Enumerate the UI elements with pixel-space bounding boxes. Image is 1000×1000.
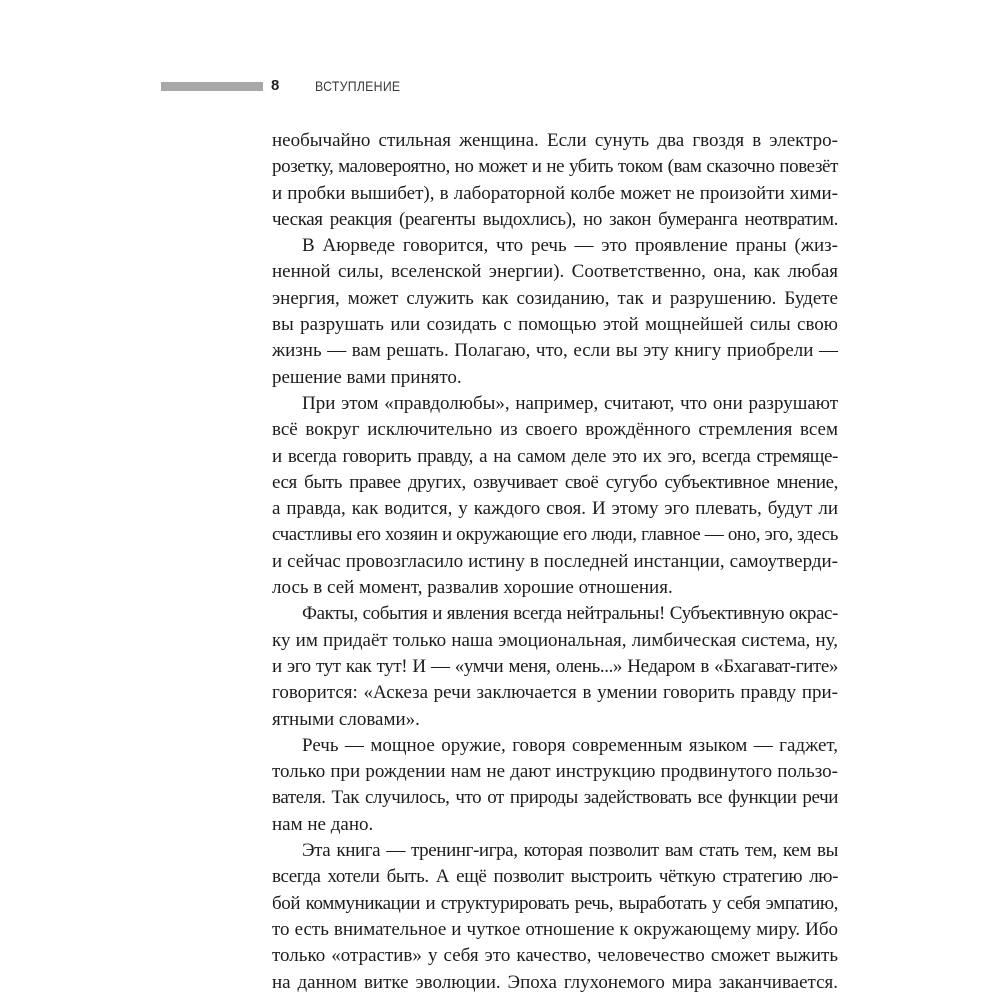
section-title: ВСТУПЛЕНИЕ bbox=[315, 78, 401, 94]
page-number: 8 bbox=[271, 77, 280, 94]
text-line: розетку, маловероятно, но может и не убить током (вам сказочно повезёт bbox=[272, 156, 838, 178]
text-line: и эго тут как тут! И — «умчи меня, олень...» Недаром в «Бхагават-гите» bbox=[272, 655, 838, 677]
text-line: жизнь — вам решать. Полагаю, что, если вы эту книгу приобрели — bbox=[272, 340, 838, 362]
text-line: необычайно стильная женщина. Если сунуть два гвоздя в электро- bbox=[272, 130, 838, 151]
text-line: ятными словами». bbox=[272, 708, 420, 730]
text-line: ческая реакция (реагенты выдохлись), но закон бумеранга неотвратим. bbox=[272, 208, 838, 230]
text-line: вы разрушать или созидать с помощью этой мощнейшей силы свою bbox=[272, 314, 838, 336]
text-line: и пробки вышибет), в лабораторной колбе может не произойти хими- bbox=[272, 182, 838, 204]
text-line: на данном витке эволюции. Эпоха глухонемого мира заканчивается. bbox=[272, 971, 838, 993]
paragraph bbox=[272, 233, 838, 391]
text-line: всё вокруг исключительно из своего врождённого стремления всем bbox=[272, 419, 838, 441]
paragraph bbox=[272, 128, 838, 233]
text-line: то есть внимательное и чуткое отношение к окружающему миру. Ибо bbox=[272, 918, 838, 940]
text-line: вателя. Так случилось, что от природы задействовать все функции речи bbox=[272, 787, 838, 809]
paragraph bbox=[272, 391, 838, 601]
text-line: говорится: «Аскеза речи заключается в умении говорить правду при- bbox=[272, 682, 838, 704]
paragraph bbox=[272, 733, 838, 838]
text-line: решение вами принято. bbox=[272, 366, 462, 388]
text-line: счастливы его хозяин и окружающие его люди, главное — оно, эго, здесь bbox=[272, 524, 838, 546]
text-line: а правда, как водится, у каждого своя. И этому эго плевать, будут ли bbox=[272, 498, 838, 520]
text-line: Факты, события и явления всегда нейтральны! Субъективную окрас- bbox=[302, 603, 838, 625]
text-line: только «отрастив» у себя это качество, человечество сможет выжить bbox=[272, 945, 838, 967]
text-line: Эта книга — тренинг-игра, которая позволит вам стать тем, кем вы bbox=[302, 840, 838, 862]
text-line: В Аюрведе говорится, что речь — это проявление праны (жиз- bbox=[302, 235, 838, 257]
header-decorative-bar bbox=[161, 82, 263, 91]
paragraph bbox=[272, 838, 838, 996]
text-line: всегда хотели быть. А ещё позволит выстроить чёткую стратегию лю- bbox=[272, 866, 838, 888]
text-line: и сейчас провозгласило истину в последней инстанции, самоутверди- bbox=[272, 550, 838, 572]
text-line: бой коммуникации и структурировать речь, выработать у себя эмпатию, bbox=[272, 892, 838, 914]
text-line: Речь — мощное оружие, говоря современным языком — гаджет, bbox=[302, 734, 838, 756]
text-line: только при рождении нам не дают инструкцию продвинутого пользо- bbox=[272, 761, 838, 783]
text-line: лось в сей момент, развалив хорошие отношения. bbox=[272, 577, 673, 599]
text-line: энергия, может служить как созиданию, так и разрушению. Будете bbox=[272, 287, 838, 309]
text-line: ку им придаёт только наша эмоциональная, лимбическая система, ну, bbox=[272, 629, 838, 651]
body-text bbox=[272, 128, 838, 996]
text-line: При этом «правдолюбы», например, считают, что они разрушают bbox=[302, 392, 838, 414]
paragraph bbox=[272, 601, 838, 732]
text-line: еся быть правее других, озвучивает своё сугубо субъективное мнение, bbox=[272, 471, 838, 493]
text-line: ненной силы, вселенской энергии). Соответственно, она, как любая bbox=[272, 261, 838, 283]
text-line: нам не дано. bbox=[272, 813, 374, 835]
text-line: и всегда говорить правду, а на самом деле это их эго, всегда стремяще- bbox=[272, 445, 838, 467]
